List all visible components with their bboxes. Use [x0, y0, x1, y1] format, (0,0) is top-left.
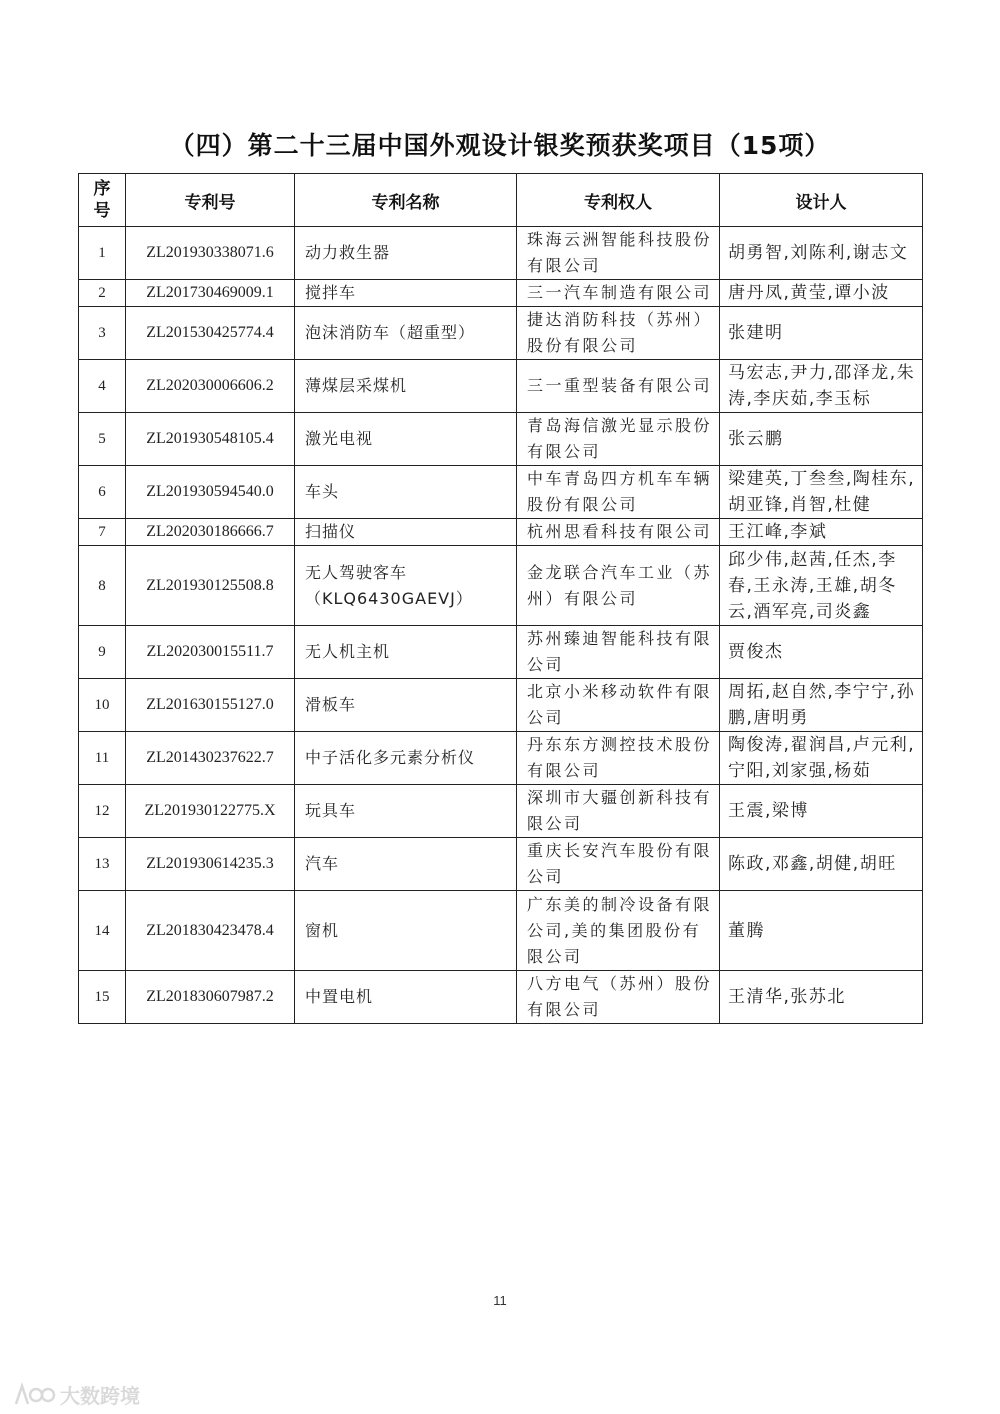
cell-designer: 贾俊杰: [720, 626, 923, 679]
cell-owner: 金龙联合汽车工业（苏州）有限公司: [517, 546, 720, 626]
cell-patent-name: 扫描仪: [295, 519, 517, 546]
table-row: [79, 891, 923, 971]
cell-designer: 陶俊涛,翟润昌,卢元利,宁阳,刘家强,杨茹: [720, 732, 923, 785]
table-row: [79, 227, 923, 280]
cell-designer: 周拓,赵自然,李宁宁,孙鹏,唐明勇: [720, 679, 923, 732]
cell-patent-name: 车头: [295, 466, 517, 519]
cell-patent-name: 激光电视: [295, 413, 517, 466]
cell-patent-name: 玩具车: [295, 785, 517, 838]
award-table: [78, 173, 923, 1024]
cell-seq: 9: [79, 626, 126, 679]
cell-owner: 三一重型装备有限公司: [517, 360, 720, 413]
header-owner: 专利权人: [517, 174, 720, 227]
table-row: [79, 519, 923, 546]
page-number: 11: [493, 1293, 507, 1308]
cell-owner: 杭州思看科技有限公司: [517, 519, 720, 546]
cell-seq: 3: [79, 307, 126, 360]
table-row: [79, 838, 923, 891]
cell-patent-name: 中子活化多元素分析仪: [295, 732, 517, 785]
cell-patent-name: 窗机: [295, 891, 517, 971]
table-row: [79, 732, 923, 785]
cell-owner: 中车青岛四方机车车辆股份有限公司: [517, 466, 720, 519]
cell-patent-no: ZL201430237622.7: [126, 732, 295, 785]
header-seq: 序 号: [79, 174, 126, 227]
table-body: [79, 227, 923, 1024]
cell-patent-name: 滑板车: [295, 679, 517, 732]
cell-patent-name: 搅拌车: [295, 280, 517, 307]
cell-designer: 王清华,张苏北: [720, 971, 923, 1024]
cell-owner: 三一汽车制造有限公司: [517, 280, 720, 307]
cell-seq: 6: [79, 466, 126, 519]
cell-patent-no: ZL202030186666.7: [126, 519, 295, 546]
cell-owner: 北京小米移动软件有限公司: [517, 679, 720, 732]
cell-designer: 张云鹏: [720, 413, 923, 466]
watermark: [12, 1380, 140, 1409]
cell-designer: 唐丹凤,黄莹,谭小波: [720, 280, 923, 307]
cell-designer: 张建明: [720, 307, 923, 360]
cell-designer: 马宏志,尹力,邵泽龙,朱涛,李庆茹,李玉标: [720, 360, 923, 413]
cell-seq: 7: [79, 519, 126, 546]
cell-owner: 重庆长安汽车股份有限公司: [517, 838, 720, 891]
cell-patent-no: ZL201930122775.X: [126, 785, 295, 838]
cell-patent-no: ZL201730469009.1: [126, 280, 295, 307]
cell-owner: 青岛海信激光显示股份有限公司: [517, 413, 720, 466]
cell-seq: 1: [79, 227, 126, 280]
cell-seq: 2: [79, 280, 126, 307]
table-row: [79, 307, 923, 360]
table-row: [79, 679, 923, 732]
header-patent-no: 专利号: [126, 174, 295, 227]
cell-designer: 胡勇智,刘陈利,谢志文: [720, 227, 923, 280]
table-row: [79, 413, 923, 466]
cell-owner: 丹东东方测控技术股份有限公司: [517, 732, 720, 785]
table-row: [79, 626, 923, 679]
cell-owner: 深圳市大疆创新科技有限公司: [517, 785, 720, 838]
cell-designer: 邱少伟,赵茜,任杰,李春,王永涛,王雄,胡冬云,酒军亮,司炎鑫: [720, 546, 923, 626]
cell-patent-no: ZL201630155127.0: [126, 679, 295, 732]
cell-patent-no: ZL202030015511.7: [126, 626, 295, 679]
cell-seq: 12: [79, 785, 126, 838]
cell-patent-no: ZL201930548105.4: [126, 413, 295, 466]
cell-patent-name: 泡沫消防车（超重型）: [295, 307, 517, 360]
cell-seq: 14: [79, 891, 126, 971]
cell-owner: 八方电气（苏州）股份有限公司: [517, 971, 720, 1024]
watermark-text: 大数跨境: [60, 1384, 140, 1408]
cell-seq: 5: [79, 413, 126, 466]
cell-patent-name: 无人机主机: [295, 626, 517, 679]
table-row: [79, 971, 923, 1024]
cell-patent-no: ZL201530425774.4: [126, 307, 295, 360]
cell-patent-name: 汽车: [295, 838, 517, 891]
cell-seq: 13: [79, 838, 126, 891]
table-row: [79, 466, 923, 519]
table-row: [79, 360, 923, 413]
cell-patent-no: ZL201830607987.2: [126, 971, 295, 1024]
cell-designer: 梁建英,丁叁叁,陶桂东,胡亚锋,肖智,杜健: [720, 466, 923, 519]
cell-designer: 王江峰,李斌: [720, 519, 923, 546]
table-row: [79, 785, 923, 838]
cell-patent-no: ZL202030006606.2: [126, 360, 295, 413]
cell-seq: 15: [79, 971, 126, 1024]
cell-designer: 陈政,邓鑫,胡健,胡旺: [720, 838, 923, 891]
cell-owner: 珠海云洲智能科技股份有限公司: [517, 227, 720, 280]
cell-patent-no: ZL201930125508.8: [126, 546, 295, 626]
table-row: [79, 280, 923, 307]
table-row: [79, 546, 923, 626]
cell-seq: 4: [79, 360, 126, 413]
cell-designer: 王震,梁博: [720, 785, 923, 838]
header-designer: 设计人: [720, 174, 923, 227]
cell-seq: 8: [79, 546, 126, 626]
cell-designer: 董腾: [720, 891, 923, 971]
page-title: （四）第二十三届中国外观设计银奖预获奖项目（15项）: [169, 131, 831, 160]
cell-patent-no: ZL201930614235.3: [126, 838, 295, 891]
cell-patent-no: ZL201930338071.6: [126, 227, 295, 280]
cell-patent-no: ZL201830423478.4: [126, 891, 295, 971]
table-header-row: [79, 174, 923, 227]
cell-patent-name: 薄煤层采煤机: [295, 360, 517, 413]
cell-patent-name: 中置电机: [295, 971, 517, 1024]
header-patent-name: 专利名称: [295, 174, 517, 227]
cell-patent-name: 无人驾驶客车（KLQ6430GAEVJ）: [295, 546, 517, 626]
cell-owner: 广东美的制冷设备有限公司,美的集团股份有限公司: [517, 891, 720, 971]
cell-owner: 捷达消防科技（苏州）股份有限公司: [517, 307, 720, 360]
cell-patent-name: 动力救生器: [295, 227, 517, 280]
cell-patent-no: ZL201930594540.0: [126, 466, 295, 519]
cell-owner: 苏州臻迪智能科技有限公司: [517, 626, 720, 679]
watermark-logo-icon: [12, 1382, 56, 1408]
cell-seq: 10: [79, 679, 126, 732]
cell-seq: 11: [79, 732, 126, 785]
